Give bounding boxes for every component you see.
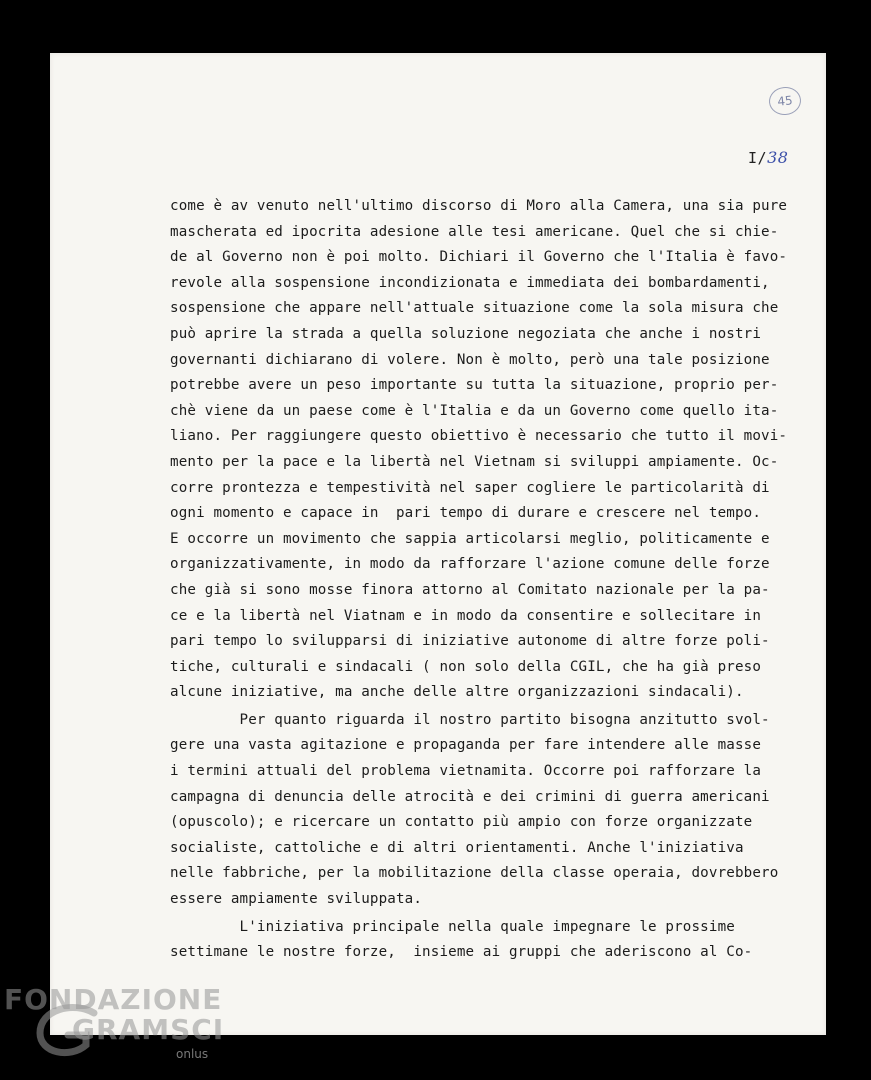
document-line: governanti dichiarano di volere. Non è molto, però una tale posizione xyxy=(170,351,770,368)
page-reference xyxy=(748,148,788,167)
document-line: nelle fabbriche, per la mobilitazione della classe operaia, dovrebbero xyxy=(170,865,779,882)
document-line: mascherata ed ipocrita adesione alle tesi americane. Quel che si chie- xyxy=(170,223,779,240)
page-ref-typed: I/ xyxy=(748,149,768,167)
document-line: socialiste, cattoliche e di altri orientamenti. Anche l'iniziativa xyxy=(170,839,744,856)
document-line: organizzativamente, in modo da rafforzare l'azione comune delle forze xyxy=(170,556,770,573)
document-line: E occorre un movimento che sappia articolarsi meglio, politicamente e xyxy=(170,530,770,547)
document-line: sospensione che appare nell'attuale situazione come la sola misura che xyxy=(170,300,779,317)
document-line: mento per la pace e la libertà nel Vietnam si sviluppi ampiamente. Oc- xyxy=(170,453,779,470)
document-line: potrebbe avere un peso importante su tutta la situazione, proprio per- xyxy=(170,377,779,394)
document-line: gere una vasta agitazione e propaganda per fare intendere alle masse xyxy=(170,737,762,754)
document-line: chè viene da un paese come è l'Italia e da un Governo come quello ita- xyxy=(170,402,779,419)
document-line: che già si sono mosse finora attorno al Comitato nazionale per la pa- xyxy=(170,581,770,598)
document-line: i termini attuali del problema vietnamita. Occorre poi rafforzare la xyxy=(170,763,762,780)
document-line: alcune iniziative, ma anche delle altre organizzazioni sindacali). xyxy=(170,684,744,701)
document-line: revole alla sospensione incondizionata e immediata dei bombardamenti, xyxy=(170,274,770,291)
document-line: (opuscolo); e ricercare un contatto più ampio con forze organizzate xyxy=(170,814,753,831)
document-line: campagna di denuncia delle atrocità e dei crimini di guerra americani xyxy=(170,788,770,805)
document-line: corre prontezza e tempestività nel saper cogliere le particolarità di xyxy=(170,479,770,496)
fondazione-gramsci-watermark xyxy=(4,983,234,1078)
document-line: può aprire la strada a quella soluzione negoziata che anche i nostri xyxy=(170,325,762,342)
watermark-line-fondazione: FONDAZIONE xyxy=(4,983,223,1016)
document-body xyxy=(170,194,825,966)
document-line: ogni momento e capace in pari tempo di durare e crescere nel tempo. xyxy=(170,505,762,522)
archive-stamp-number: 45 xyxy=(768,85,803,116)
document-line: pari tempo lo svilupparsi di iniziative autonome di altre forze poli- xyxy=(170,633,770,650)
document-line: ce e la libertà nel Viatnam e in modo da consentire e sollecitare in xyxy=(170,607,762,624)
document-line: Per quanto riguarda il nostro partito bisogna anzitutto svol- xyxy=(170,711,770,728)
document-line: de al Governo non è poi molto. Dichiari il Governo che l'Italia è favo- xyxy=(170,249,788,266)
watermark-line-onlus: onlus xyxy=(176,1047,209,1061)
document-line: come è av venuto nell'ultimo discorso di Moro alla Camera, una sia pure xyxy=(170,198,788,214)
document-line: L'iniziativa principale nella quale impegnare le prossime xyxy=(170,918,735,935)
watermark-line-gramsci: GRAMSCI xyxy=(72,1013,225,1046)
document-line: liano. Per raggiungere questo obiettivo è necessario che tutto il movi- xyxy=(170,428,788,445)
document-line: tiche, culturali e sindacali ( non solo della CGIL, che ha già preso xyxy=(170,658,762,675)
document-line: essere ampiamente sviluppata. xyxy=(170,891,423,908)
document-line: settimane le nostre forze, insieme ai gruppi che aderiscono al Co- xyxy=(170,944,753,961)
page-ref-handwritten: 38 xyxy=(767,148,789,167)
